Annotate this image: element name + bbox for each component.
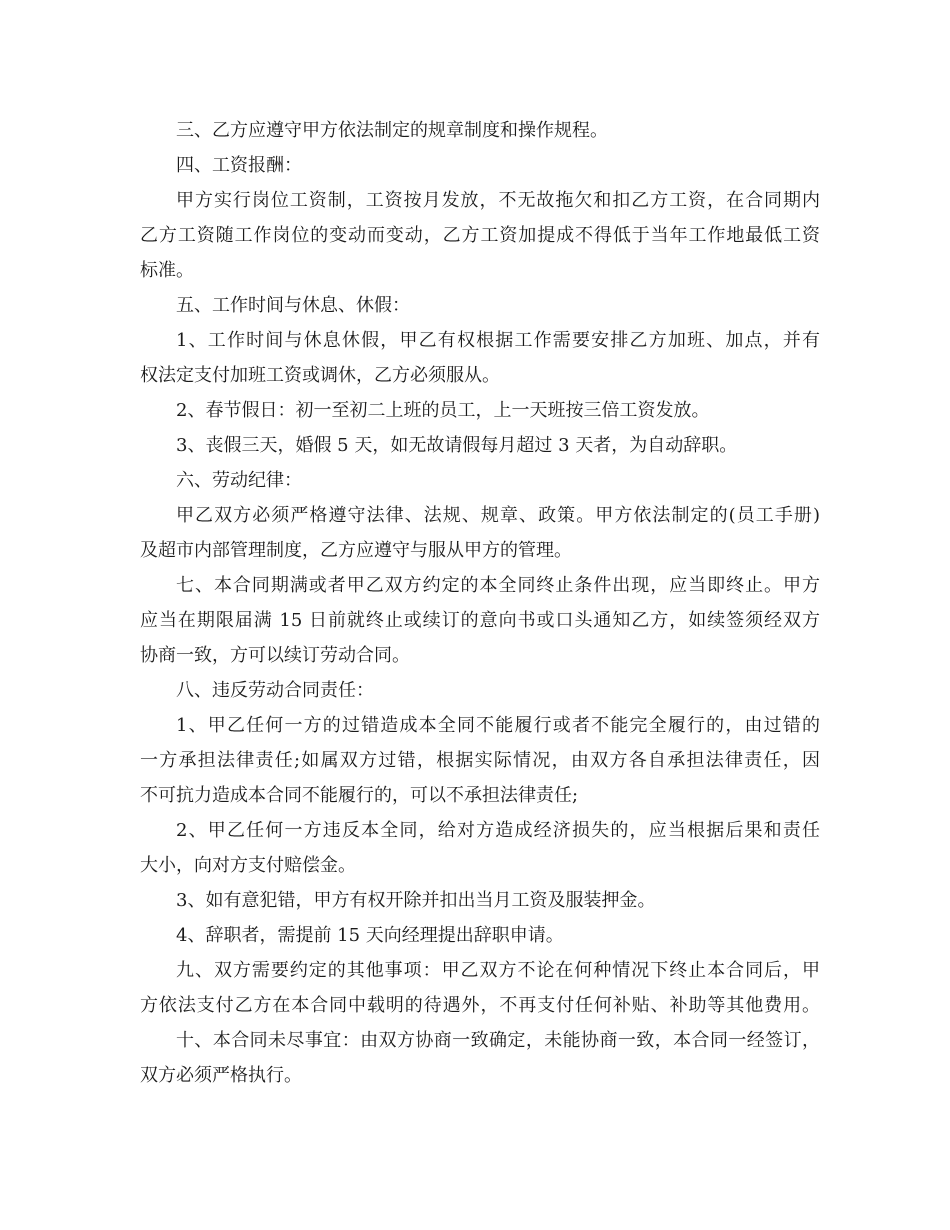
text-line: 甲方实行岗位工资制，工资按月发放，不无故拖欠和扣乙方工资，在合同期内	[176, 190, 820, 211]
text-line: 大小，向对方支付赔偿金。	[140, 855, 356, 876]
text-line: 五、工作时间与休息、休假：	[176, 295, 410, 316]
text-line: 协商一致，方可以续订劳动合同。	[140, 645, 410, 666]
text-line: 双方必须严格执行。	[140, 1065, 302, 1086]
text-line: 2、甲乙任何一方违反本全同，给对方造成经济损失的，应当根据后果和责任	[176, 820, 820, 841]
text-line: 三、乙方应遵守甲方依法制定的规章制度和操作规程。	[176, 120, 608, 141]
text-line: 1、工作时间与休息休假，甲乙有权根据工作需要安排乙方加班、加点，并有	[176, 330, 820, 351]
text-line: 应当在期限届满 15 日前就终止或续订的意向书或口头通知乙方，如续签须经双方	[140, 610, 820, 631]
text-line: 甲乙双方必须严格遵守法律、法规、规章、政策。甲方依法制定的(员工手册)	[176, 505, 820, 526]
text-line: 六、劳动纪律：	[176, 470, 302, 491]
text-line: 不可抗力造成本合同不能履行的，可以不承担法律责任;	[140, 785, 579, 806]
text-line: 四、工资报酬：	[176, 155, 302, 176]
text-line: 权法定支付加班工资或调休，乙方必须服从。	[140, 365, 500, 386]
document-body	[140, 113, 820, 1093]
text-line: 十、本合同未尽事宜：由双方协商一致确定，未能协商一致，本合同一经签订，	[176, 1030, 820, 1051]
text-line: 乙方工资随工作岗位的变动而变动，乙方工资加提成不得低于当年工作地最低工资	[140, 225, 820, 246]
text-line: 方依法支付乙方在本合同中载明的待遇外，不再支付任何补贴、补助等其他费用。	[140, 995, 820, 1016]
text-line: 及超市内部管理制度，乙方应遵守与服从甲方的管理。	[140, 540, 572, 561]
text-line: 3、丧假三天，婚假 5 天，如无故请假每月超过 3 天者，为自动辞职。	[176, 435, 738, 456]
text-line: 八、违反劳动合同责任：	[176, 680, 374, 701]
text-line: 九、双方需要约定的其他事项：甲乙双方不论在何种情况下终止本合同后，甲	[176, 960, 820, 981]
text-line: 七、本合同期满或者甲乙双方约定的本全同终止条件出现，应当即终止。甲方	[176, 575, 820, 596]
text-line: 标准。	[140, 260, 194, 281]
text-line: 1、甲乙任何一方的过错造成本全同不能履行或者不能完全履行的，由过错的	[176, 715, 820, 736]
text-line: 3、如有意犯错，甲方有权开除并扣出当月工资及服装押金。	[176, 890, 656, 911]
text-line: 4、辞职者，需提前 15 天向经理提出辞职申请。	[176, 925, 564, 946]
text-line: 一方承担法律责任;如属双方过错，根据实际情况，由双方各自承担法律责任，因	[140, 750, 820, 771]
text-line: 2、春节假日：初一至初二上班的员工，上一天班按三倍工资发放。	[176, 400, 710, 421]
